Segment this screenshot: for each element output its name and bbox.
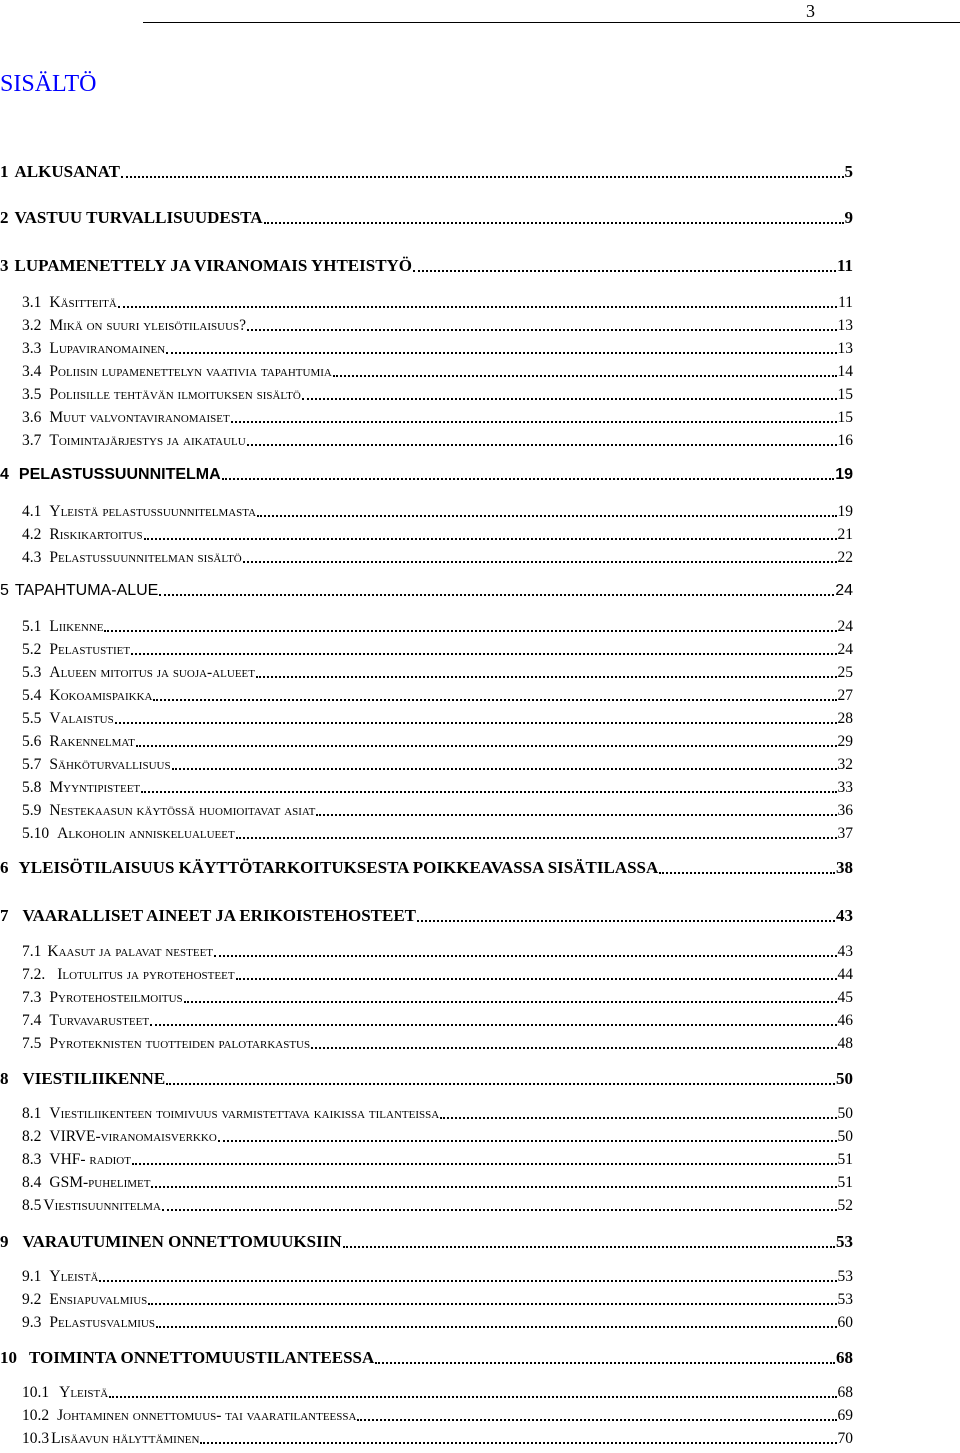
toc-entry-number: 5.8 bbox=[22, 779, 42, 796]
toc-entry-page: 69 bbox=[837, 1407, 853, 1424]
toc-entry-page: 15 bbox=[837, 409, 853, 426]
dot-leader bbox=[218, 1140, 837, 1142]
toc-entry-title: Kaasut ja palavat nesteet bbox=[47, 943, 214, 960]
toc-entry-page: 50 bbox=[837, 1105, 853, 1122]
toc-entry-page: 24 bbox=[837, 618, 853, 635]
toc-section-entry[interactable] bbox=[22, 294, 853, 312]
toc-section-entry[interactable] bbox=[22, 1291, 853, 1309]
toc-entry-page: 43 bbox=[837, 943, 853, 960]
toc-entry-page: 68 bbox=[837, 1384, 853, 1401]
toc-entry-number: 1 bbox=[0, 162, 9, 181]
toc-section-entry[interactable] bbox=[22, 1430, 853, 1448]
toc-section-entry[interactable] bbox=[22, 943, 853, 961]
toc-entry-number: 8.3 bbox=[22, 1151, 42, 1168]
toc-entry-number: 3.1 bbox=[22, 294, 42, 311]
toc-section-entry[interactable] bbox=[22, 432, 853, 450]
toc-section-entry[interactable] bbox=[22, 733, 853, 751]
toc-entry-title: VASTUU TURVALLISUUDESTA bbox=[14, 208, 263, 227]
toc-section-entry[interactable] bbox=[22, 549, 853, 567]
toc-entry-number: 3.7 bbox=[22, 432, 42, 449]
toc-section-entry[interactable] bbox=[22, 618, 853, 636]
dot-leader bbox=[151, 1186, 836, 1188]
toc-entry-page: 13 bbox=[837, 340, 853, 357]
toc-entry-number: 5.2 bbox=[22, 641, 42, 658]
dot-leader bbox=[316, 814, 836, 816]
dot-leader bbox=[121, 176, 844, 178]
toc-entry-title: Mikä on suuri yleisötilaisuus? bbox=[49, 317, 247, 334]
toc-entry-title: VARAUTUMINEN ONNETTOMUUKSIIN bbox=[22, 1232, 342, 1251]
dot-leader bbox=[162, 1209, 837, 1211]
dot-leader bbox=[136, 745, 837, 747]
toc-section-entry[interactable] bbox=[22, 1268, 853, 1286]
toc-section-entry[interactable] bbox=[22, 825, 853, 843]
dot-leader bbox=[236, 978, 837, 980]
toc-entry-number: 4.3 bbox=[22, 549, 42, 566]
toc-section-entry[interactable] bbox=[22, 710, 853, 728]
toc-section-entry[interactable] bbox=[22, 503, 853, 521]
toc-section-entry[interactable] bbox=[22, 1151, 853, 1169]
toc-entry-number: 5.1 bbox=[22, 618, 42, 635]
toc-entry-title: Nestekaasun käytössä huomioitavat asiat bbox=[49, 802, 316, 819]
toc-entry-number: 7.4 bbox=[22, 1012, 42, 1029]
dot-leader bbox=[659, 872, 835, 874]
dot-leader bbox=[222, 478, 835, 480]
toc-entry-title: TAPAHTUMA-ALUE bbox=[14, 582, 159, 599]
toc-entry-title: Pelastusvalmius bbox=[49, 1314, 155, 1331]
toc-entry-number: 8 bbox=[0, 1069, 9, 1088]
toc-chapter-entry[interactable] bbox=[0, 208, 853, 228]
toc-section-entry[interactable] bbox=[22, 363, 853, 381]
toc-entry-number: 5 bbox=[0, 582, 9, 599]
dot-leader bbox=[99, 1280, 836, 1282]
toc-entry-title: Kokoamispaikka bbox=[49, 687, 153, 704]
toc-section-entry[interactable] bbox=[22, 641, 853, 659]
toc-chapter-entry[interactable] bbox=[0, 256, 853, 276]
toc-entry-number: 8.5 bbox=[22, 1197, 42, 1214]
dot-leader bbox=[417, 920, 835, 922]
toc-entry-title: Turvavarusteet bbox=[49, 1012, 150, 1029]
dot-leader bbox=[256, 676, 837, 678]
toc-entry-number: 3 bbox=[0, 256, 9, 275]
toc-entry-title: VIRVE-viranomaisverkko bbox=[49, 1128, 217, 1145]
toc-entry-title: YLEISÖTILAISUUS KÄYTTÖTARKOITUKSESTA POIKKEAVASSA SISÄTILASSA bbox=[18, 858, 659, 877]
toc-entry-page: 51 bbox=[837, 1174, 853, 1191]
toc-entry-number: 9.2 bbox=[22, 1291, 42, 1308]
toc-entry-number: 4 bbox=[0, 466, 9, 483]
toc-section-entry[interactable] bbox=[22, 1314, 853, 1332]
dot-leader bbox=[231, 421, 837, 423]
toc-entry-title: Viestisuunnitelma bbox=[43, 1197, 161, 1214]
dot-leader bbox=[247, 329, 836, 331]
toc-entry-number: 3.5 bbox=[22, 386, 42, 403]
toc-entry-title: Liikenne bbox=[49, 618, 104, 635]
dot-leader bbox=[311, 1047, 836, 1049]
toc-entry-page: 48 bbox=[837, 1035, 853, 1052]
toc-entry-title: Pelastussuunnitelman sisältö bbox=[49, 549, 242, 566]
toc-entry-page: 38 bbox=[836, 858, 853, 877]
toc-entry-page: 25 bbox=[837, 664, 853, 681]
toc-entry-number: 7.3 bbox=[22, 989, 42, 1006]
toc-section-entry[interactable] bbox=[22, 664, 853, 682]
toc-entry-page: 50 bbox=[837, 1128, 853, 1145]
toc-entry-number: 9 bbox=[0, 1232, 9, 1251]
toc-entry-title: Riskikartoitus bbox=[49, 526, 143, 543]
toc-entry-title: ALKUSANAT bbox=[14, 162, 120, 181]
toc-entry-number: 7.2. bbox=[22, 966, 46, 983]
toc-entry-title: Toimintajärjestys ja aikataulu bbox=[49, 432, 246, 449]
toc-section-entry[interactable] bbox=[22, 340, 853, 358]
toc-chapter-entry[interactable] bbox=[0, 1232, 853, 1252]
toc-entry-number: 3.2 bbox=[22, 317, 42, 334]
toc-section-entry[interactable] bbox=[22, 756, 853, 774]
toc-entry-page: 29 bbox=[837, 733, 853, 750]
toc-entry-page: 9 bbox=[844, 208, 853, 227]
toc-entry-number: 10 bbox=[0, 1348, 17, 1367]
toc-entry-page: 43 bbox=[836, 906, 853, 925]
toc-entry-page: 36 bbox=[837, 802, 853, 819]
toc-entry-page: 19 bbox=[835, 466, 853, 483]
toc-entry-page: 11 bbox=[836, 256, 853, 275]
toc-entry-number: 9.3 bbox=[22, 1314, 42, 1331]
dot-leader bbox=[302, 398, 837, 400]
page-number: 3 bbox=[806, 1, 815, 21]
dot-leader bbox=[243, 561, 837, 563]
toc-entry-title: Sähköturvallisuus bbox=[49, 756, 171, 773]
toc-entry-title: Yleistä bbox=[49, 1268, 99, 1285]
toc-entry-number: 4.1 bbox=[22, 503, 42, 520]
dot-leader bbox=[132, 1163, 837, 1165]
toc-entry-page: 46 bbox=[837, 1012, 853, 1029]
toc-entry-page: 5 bbox=[844, 162, 853, 181]
toc-entry-number: 8.1 bbox=[22, 1105, 42, 1122]
toc-section-entry[interactable] bbox=[22, 1128, 853, 1146]
toc-entry-number: 5.4 bbox=[22, 687, 42, 704]
toc-entry-number: 5.9 bbox=[22, 802, 42, 819]
toc-section-entry[interactable] bbox=[22, 1012, 853, 1030]
dot-leader bbox=[115, 722, 837, 724]
dot-leader bbox=[141, 791, 836, 793]
toc-entry-title: VIESTILIIKENNE bbox=[22, 1069, 166, 1088]
dot-leader bbox=[257, 515, 836, 517]
toc-entry-number: 2 bbox=[0, 208, 9, 227]
dot-leader bbox=[118, 306, 837, 308]
toc-entry-page: 53 bbox=[837, 1268, 853, 1285]
toc-entry-number: 3.4 bbox=[22, 363, 42, 380]
toc-entry-page: 15 bbox=[837, 386, 853, 403]
toc-entry-title: GSM-puhelimet bbox=[49, 1174, 151, 1191]
dot-leader bbox=[166, 1083, 835, 1085]
toc-entry-number: 5.10 bbox=[22, 825, 50, 842]
dot-leader bbox=[172, 768, 837, 770]
toc-section-entry[interactable] bbox=[22, 1174, 853, 1192]
toc-entry-title: PELASTUSSUUNNITELMA bbox=[18, 466, 221, 483]
dot-leader bbox=[109, 1396, 836, 1398]
toc-entry-page: 53 bbox=[836, 1232, 853, 1251]
dot-leader bbox=[148, 1303, 836, 1305]
toc-entry-page: 45 bbox=[837, 989, 853, 1006]
dot-leader bbox=[144, 538, 837, 540]
toc-entry-number: 10.3 bbox=[22, 1430, 50, 1447]
toc-section-entry[interactable] bbox=[22, 989, 853, 1007]
toc-entry-number: 7.1 bbox=[22, 943, 42, 960]
toc-chapter-entry[interactable] bbox=[0, 858, 853, 878]
toc-entry-page: 33 bbox=[837, 779, 853, 796]
toc-entry-number: 10.1 bbox=[22, 1384, 50, 1401]
toc-entry-title: Alkoholin anniskelualueet bbox=[57, 825, 235, 842]
toc-section-entry[interactable] bbox=[22, 409, 853, 427]
toc-entry-title: VAARALLISET AINEET JA ERIKOISTEHOSTEET bbox=[22, 906, 417, 925]
dot-leader bbox=[357, 1419, 836, 1421]
toc-section-entry[interactable] bbox=[22, 1035, 853, 1053]
toc-entry-page: 19 bbox=[837, 503, 853, 520]
toc-entry-number: 7 bbox=[0, 906, 9, 925]
toc-section-entry[interactable] bbox=[22, 802, 853, 820]
dot-leader bbox=[104, 630, 836, 632]
toc-entry-page: 44 bbox=[837, 966, 853, 983]
toc-entry-title: Pyrotehosteilmoitus bbox=[49, 989, 183, 1006]
dot-leader bbox=[131, 653, 836, 655]
dot-leader bbox=[375, 1362, 835, 1364]
dot-leader bbox=[153, 699, 836, 701]
toc-entry-number: 6 bbox=[0, 858, 9, 877]
dot-leader bbox=[343, 1246, 835, 1248]
dot-leader bbox=[247, 444, 837, 446]
toc-entry-number: 8.2 bbox=[22, 1128, 42, 1145]
toc-entry-number: 5.7 bbox=[22, 756, 42, 773]
toc-entry-page: 13 bbox=[837, 317, 853, 334]
dot-leader bbox=[236, 837, 837, 839]
dot-leader bbox=[156, 1326, 837, 1328]
toc-entry-number: 5.3 bbox=[22, 664, 42, 681]
toc-entry-title: Myyntipisteet bbox=[49, 779, 141, 796]
toc-entry-number: 10.2 bbox=[22, 1407, 50, 1424]
toc-entry-number: 5.5 bbox=[22, 710, 42, 727]
toc-entry-page: 60 bbox=[837, 1314, 853, 1331]
toc-chapter-entry[interactable] bbox=[0, 466, 853, 484]
toc-entry-title: Pelastustiet bbox=[49, 641, 131, 658]
dot-leader bbox=[200, 1442, 836, 1444]
toc-section-entry[interactable] bbox=[22, 966, 853, 984]
dot-leader bbox=[184, 1001, 837, 1003]
toc-entry-title: Muut valvontaviranomaiset bbox=[49, 409, 230, 426]
toc-title: SISÄLTÖ bbox=[0, 71, 97, 97]
toc-entry-title: Valaistus bbox=[49, 710, 114, 727]
toc-section-entry[interactable] bbox=[22, 317, 853, 335]
toc-chapter-entry[interactable] bbox=[0, 906, 853, 926]
toc-entry-title: Pyroteknisten tuotteiden palotarkastus bbox=[49, 1035, 311, 1052]
toc-entry-page: 16 bbox=[837, 432, 853, 449]
toc-entry-page: 28 bbox=[837, 710, 853, 727]
toc-entry-title: Rakennelmat bbox=[49, 733, 135, 750]
toc-section-entry[interactable] bbox=[22, 526, 853, 544]
toc-entry-page: 27 bbox=[837, 687, 853, 704]
toc-entry-page: 50 bbox=[836, 1069, 853, 1088]
toc-entry-title: TOIMINTA ONNETTOMUUSTILANTEESSA bbox=[29, 1348, 375, 1367]
toc-chapter-entry[interactable] bbox=[0, 1069, 853, 1089]
toc-entry-number: 5.6 bbox=[22, 733, 42, 750]
dot-leader bbox=[214, 955, 836, 957]
toc-entry-title: Yleistä pelastussuunnitelmasta bbox=[49, 503, 257, 520]
toc-section-entry[interactable] bbox=[22, 386, 853, 404]
toc-entry-number: 3.3 bbox=[22, 340, 42, 357]
toc-entry-page: 21 bbox=[837, 526, 853, 543]
toc-entry-page: 14 bbox=[837, 363, 853, 380]
toc-entry-title: Yleistä bbox=[59, 1384, 109, 1401]
toc-section-entry[interactable] bbox=[22, 1407, 853, 1425]
toc-entry-page: 53 bbox=[837, 1291, 853, 1308]
toc-entry-title: Käsitteitä bbox=[49, 294, 117, 311]
dot-leader bbox=[159, 594, 834, 596]
toc-entry-title: Lupaviranomainen bbox=[49, 340, 166, 357]
dot-leader bbox=[413, 270, 836, 272]
toc-chapter-entry[interactable] bbox=[0, 162, 853, 182]
toc-entry-number: 4.2 bbox=[22, 526, 42, 543]
toc-entry-title: VHF- radiot bbox=[49, 1151, 131, 1168]
dot-leader bbox=[440, 1117, 836, 1119]
toc-entry-number: 7.5 bbox=[22, 1035, 42, 1052]
toc-entry-title: LUPAMENETTELY JA VIRANOMAIS YHTEISTYÖ bbox=[14, 256, 413, 275]
toc-entry-number: 9.1 bbox=[22, 1268, 42, 1285]
toc-entry-title: Ilotulitus ja pyrotehosteet bbox=[57, 966, 235, 983]
toc-chapter-entry[interactable] bbox=[0, 582, 853, 600]
toc-entry-number: 3.6 bbox=[22, 409, 42, 426]
toc-section-entry[interactable] bbox=[22, 1105, 853, 1123]
toc-entry-title: Alueen mitoitus ja suoja-alueet bbox=[49, 664, 255, 681]
toc-entry-page: 32 bbox=[837, 756, 853, 773]
dot-leader bbox=[333, 375, 837, 377]
toc-section-entry[interactable] bbox=[22, 687, 853, 705]
dot-leader bbox=[150, 1024, 836, 1026]
dot-leader bbox=[264, 222, 844, 224]
dot-leader bbox=[166, 352, 836, 354]
toc-section-entry[interactable] bbox=[22, 779, 853, 797]
toc-entry-page: 22 bbox=[837, 549, 853, 566]
toc-entry-page: 70 bbox=[837, 1430, 853, 1447]
toc-section-entry[interactable] bbox=[22, 1384, 853, 1402]
toc-section-entry[interactable] bbox=[22, 1197, 853, 1215]
toc-entry-number: 8.4 bbox=[22, 1174, 42, 1191]
toc-chapter-entry[interactable] bbox=[0, 1348, 853, 1368]
toc-entry-title: Lisäavun hälyttäminen bbox=[51, 1430, 200, 1447]
toc-entry-page: 51 bbox=[837, 1151, 853, 1168]
toc-entry-title: Johtaminen onnettomuus- tai vaaratilanteessa bbox=[57, 1407, 357, 1424]
toc-entry-page: 68 bbox=[836, 1348, 853, 1367]
toc-entry-title: Poliisille tehtävän ilmoituksen sisältö bbox=[49, 386, 301, 403]
toc-entry-page: 24 bbox=[835, 582, 853, 599]
toc-entry-page: 11 bbox=[838, 294, 853, 311]
toc-entry-page: 37 bbox=[837, 825, 853, 842]
toc-entry-title: Ensiapuvalmius bbox=[49, 1291, 148, 1308]
toc-entry-title: Viestiliikenteen toimivuus varmistettava kaikissa tilanteissa bbox=[49, 1105, 440, 1122]
toc-entry-title: Poliisin lupamenettelyn vaativia tapahtumia bbox=[49, 363, 332, 380]
toc-entry-page: 52 bbox=[837, 1197, 853, 1214]
toc-entry-page: 24 bbox=[837, 641, 853, 658]
